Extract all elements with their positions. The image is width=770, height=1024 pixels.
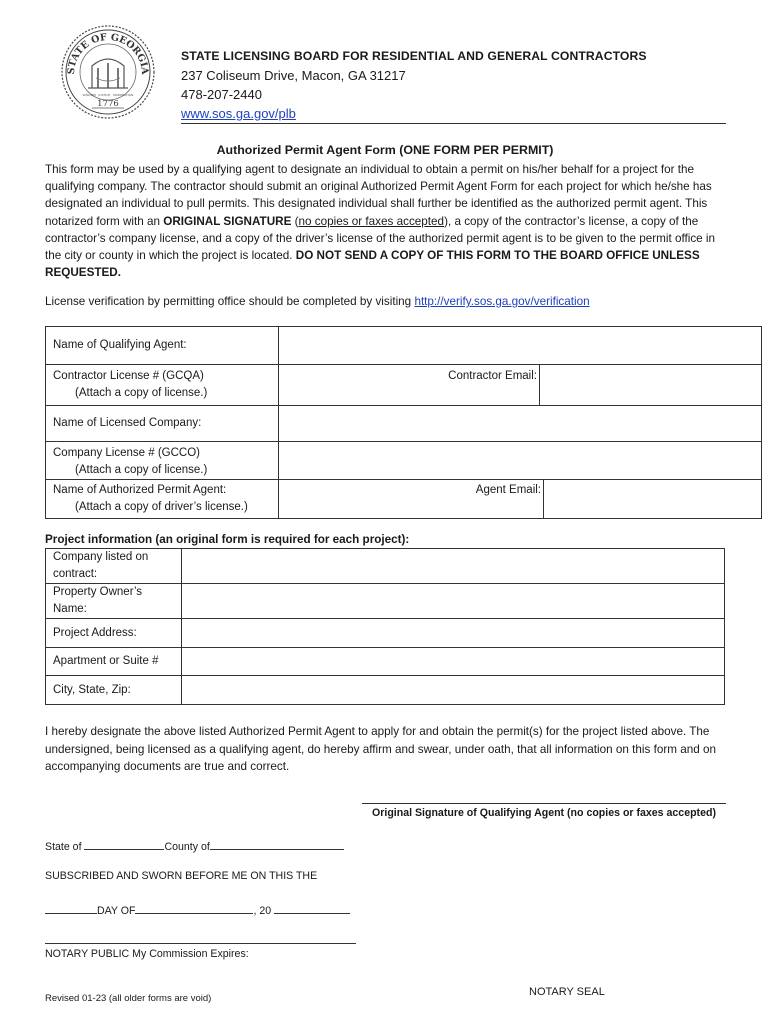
qualifying-agent-label: Name of Qualifying Agent:	[46, 327, 279, 365]
licensed-company-label: Name of Licensed Company:	[46, 406, 279, 442]
notary-public-label: NOTARY PUBLIC My Commission Expires:	[45, 948, 249, 960]
agent-email-label: Agent Email:	[279, 480, 544, 518]
permit-agent-label: Name of Authorized Permit Agent: (Attach a copy of driver’s license.)	[46, 480, 279, 519]
board-title: STATE LICENSING BOARD FOR RESIDENTIAL AND GENERAL CONTRACTORS	[181, 49, 647, 63]
project-address-input[interactable]	[182, 619, 725, 648]
agent-email-input[interactable]	[544, 480, 762, 518]
notary-signature-line[interactable]	[45, 943, 356, 944]
contractor-email-input[interactable]	[540, 365, 762, 405]
city-state-zip-label: City, State, Zip:	[46, 676, 182, 705]
property-owner-label: Property Owner’s Name:	[46, 584, 182, 619]
board-website-link[interactable]: www.sos.ga.gov/plb	[181, 106, 296, 121]
county-blank[interactable]	[210, 838, 344, 850]
notary-seal-label: NOTARY SEAL	[529, 986, 605, 998]
board-phone: 478-207-2440	[181, 87, 262, 102]
signature-label: Original Signature of Qualifying Agent (no copies or faxes accepted)	[372, 807, 716, 819]
verification-link[interactable]: http://verify.sos.ga.gov/verification	[414, 295, 590, 308]
licensed-company-input[interactable]	[279, 406, 762, 442]
board-address: 237 Coliseum Drive, Macon, GA 31217	[181, 68, 406, 83]
signature-line[interactable]	[362, 803, 726, 804]
company-license-input[interactable]	[279, 442, 762, 480]
project-info-table	[45, 548, 725, 705]
verification-note: License verification by permitting office should be completed by visiting http://verify.sos.ga.gov/verification	[45, 295, 590, 308]
company-license-label: Company License # (GCCO) (Attach a copy of license.)	[46, 442, 279, 480]
contractor-email-label: Contractor Email:	[279, 365, 540, 405]
apartment-suite-input[interactable]	[182, 648, 725, 676]
seal-year: 1776	[97, 99, 119, 109]
state-county-line: State of County of	[45, 838, 344, 853]
city-state-zip-input[interactable]	[182, 676, 725, 705]
year-blank[interactable]	[274, 902, 350, 914]
project-company-input[interactable]	[182, 549, 725, 584]
subscribed-sworn-text: SUBSCRIBED AND SWORN BEFORE ME ON THIS THE	[45, 870, 318, 882]
day-of-line: DAY OF , 20	[45, 902, 350, 917]
property-owner-input[interactable]	[182, 584, 725, 619]
seal-top-text: STATE OF GEORGIA	[65, 31, 151, 75]
board-header	[181, 46, 726, 123]
contractor-license-label: Contractor License # (GCQA) (Attach a copy of license.)	[46, 365, 279, 406]
form-instructions: This form may be used by a qualifying agent to designate an individual to obtain a permit on his/her behalf for a project for the qualifying company. The contractor should submit an original Authorized Permit Agent Form for each project for which he/she has designated an individual to pull permits. This designated individual shall further be identified as the authorized permit agent. This notarized form with an ORIGINAL SIGNATURE (no copies or faxes accepted), a copy of the contractor’s license, a copy of the contractor’s company license, and a copy of the driver’s license of the authorized permit agent is to be given to the permit office in the city or county in which the project is located. DO NOT SEND A COPY OF THIS FORM TO THE BOARD OFFICE UNLESS REQUESTED.	[45, 163, 716, 280]
project-company-label: Company listed on contract:	[46, 549, 182, 584]
header-divider	[181, 123, 726, 124]
declaration-text: I hereby designate the above listed Authorized Permit Agent to apply for and obtain the permit(s) for the project listed above. The undersigned, being licensed as a qualifying agent, do hereby affirm and swear, under oath, that all information on this form and on accompanying documents are true and correct.	[45, 725, 716, 773]
georgia-state-seal	[60, 22, 156, 122]
revision-note: Revised 01-23 (all older forms are void)	[45, 993, 212, 1004]
apartment-suite-label: Apartment or Suite #	[46, 648, 182, 676]
project-address-label: Project Address:	[46, 619, 182, 648]
agent-info-table	[45, 326, 762, 519]
qualifying-agent-input[interactable]	[279, 327, 762, 365]
month-blank[interactable]	[135, 902, 253, 914]
project-info-heading: Project information (an original form is required for each project):	[45, 533, 410, 546]
day-blank[interactable]	[45, 902, 97, 914]
form-title: Authorized Permit Agent Form (ONE FORM PER PERMIT)	[216, 143, 554, 157]
permit-agent-row	[279, 480, 762, 519]
contractor-license-row	[279, 365, 762, 406]
state-blank[interactable]	[84, 838, 164, 850]
seal-motto: WISDOM · JUSTICE · MODERATION	[82, 93, 134, 97]
